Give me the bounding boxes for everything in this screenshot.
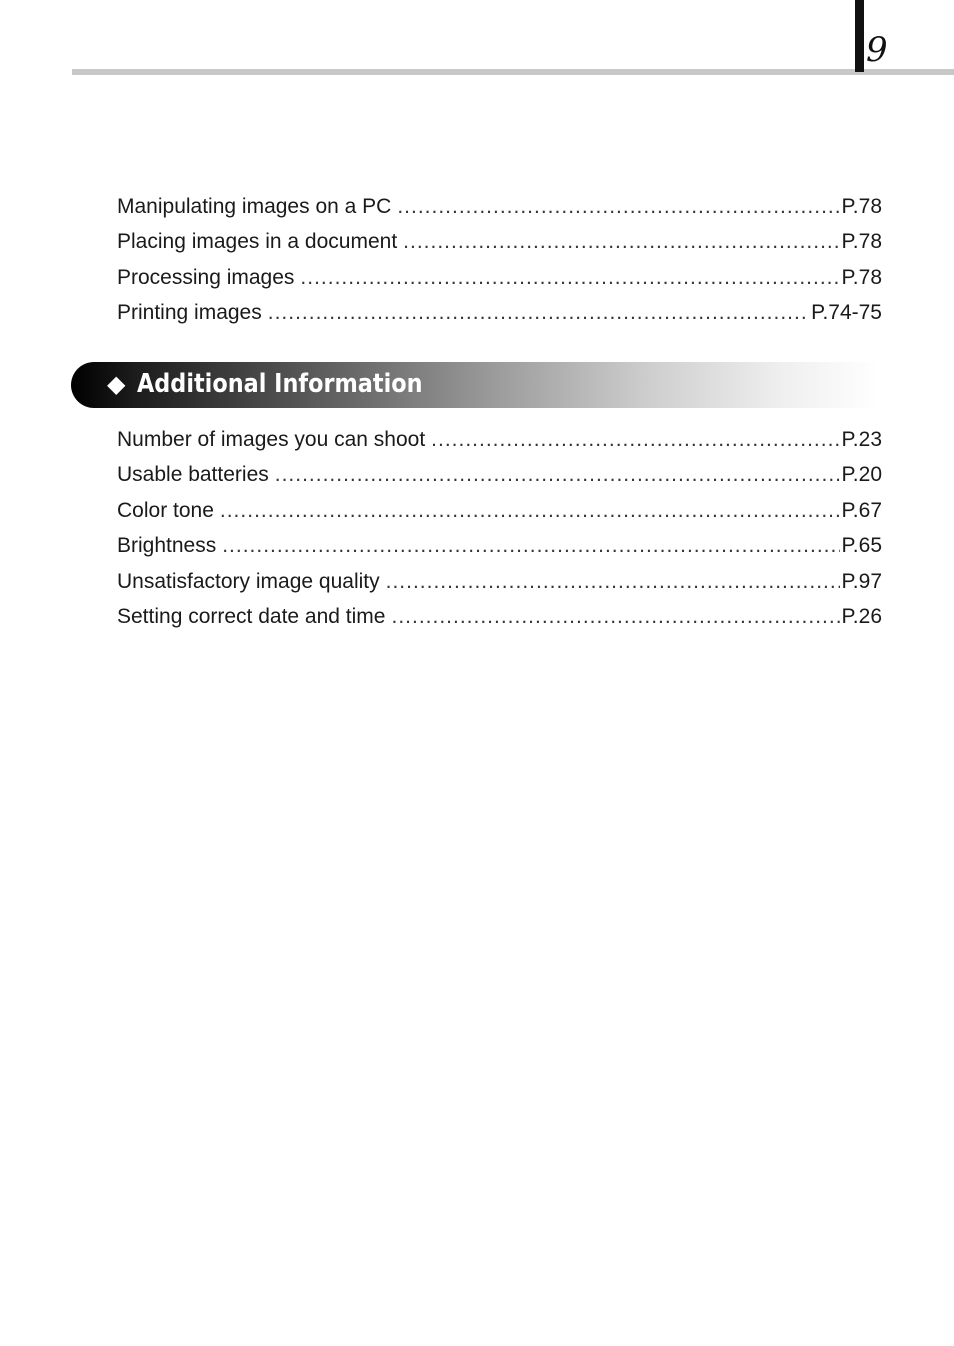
toc-entry-unsatisfactory-image-quality[interactable] [117, 564, 882, 599]
section-banner-additional-information [71, 362, 879, 408]
toc-entry-page: P.20 [841, 463, 882, 487]
toc-entry-usable-batteries[interactable] [117, 457, 882, 492]
toc-entry-label: Brightness [117, 534, 217, 558]
toc-leader-dots [403, 224, 839, 259]
toc-entry-page: P.78 [841, 230, 882, 254]
toc-list-additional [117, 422, 882, 634]
toc-entry-label: Setting correct date and time [117, 604, 386, 628]
toc-entry-label: Number of images you can shoot [117, 428, 426, 451]
toc-entry-brightness[interactable] [117, 528, 882, 563]
toc-entry-manipulating-images[interactable] [117, 189, 882, 224]
toc-entry-label: Usable batteries [117, 463, 269, 487]
toc-list-top [117, 189, 882, 331]
header-rule [72, 69, 954, 75]
diamond-bullet-icon: ◆ [107, 371, 126, 398]
toc-leader-dots [275, 457, 840, 492]
toc-entry-label: Printing images [117, 301, 262, 325]
toc-entry-color-tone[interactable] [117, 493, 882, 528]
toc-entry-page: P.74-75 [811, 301, 882, 325]
section-title: Additional Information [137, 369, 423, 399]
toc-entry-setting-date-time[interactable] [117, 599, 882, 634]
toc-entry-page: P.65 [841, 534, 882, 558]
toc-leader-dots [386, 564, 840, 599]
toc-entry-placing-images[interactable] [117, 224, 882, 259]
toc-leader-dots [222, 528, 839, 563]
toc-entry-processing-images[interactable] [117, 260, 882, 295]
toc-entry-label: Processing images [117, 265, 295, 289]
toc-entry-page: P.23 [841, 428, 882, 451]
toc-entry-label: Manipulating images on a PC [117, 195, 392, 218]
toc-entry-page: P.26 [841, 604, 882, 628]
toc-entry-label: Color tone [117, 498, 214, 522]
toc-entry-number-of-images[interactable] [117, 422, 882, 457]
toc-leader-dots [431, 422, 839, 457]
toc-entry-label: Placing images in a document [117, 230, 398, 254]
page-number: 9 [866, 30, 888, 70]
toc-entry-printing-images[interactable] [117, 295, 882, 330]
toc-entry-label: Unsatisfactory image quality [117, 569, 380, 593]
toc-leader-dots [391, 599, 839, 634]
toc-entry-page: P.97 [841, 569, 882, 593]
toc-entry-page: P.78 [841, 265, 882, 289]
toc-leader-dots [300, 260, 839, 295]
toc-leader-dots [220, 493, 840, 528]
toc-leader-dots [268, 295, 809, 330]
page-tab-marker [855, 0, 864, 72]
toc-entry-page: P.67 [841, 498, 882, 522]
toc-leader-dots [397, 189, 839, 224]
toc-entry-page: P.78 [841, 195, 882, 218]
